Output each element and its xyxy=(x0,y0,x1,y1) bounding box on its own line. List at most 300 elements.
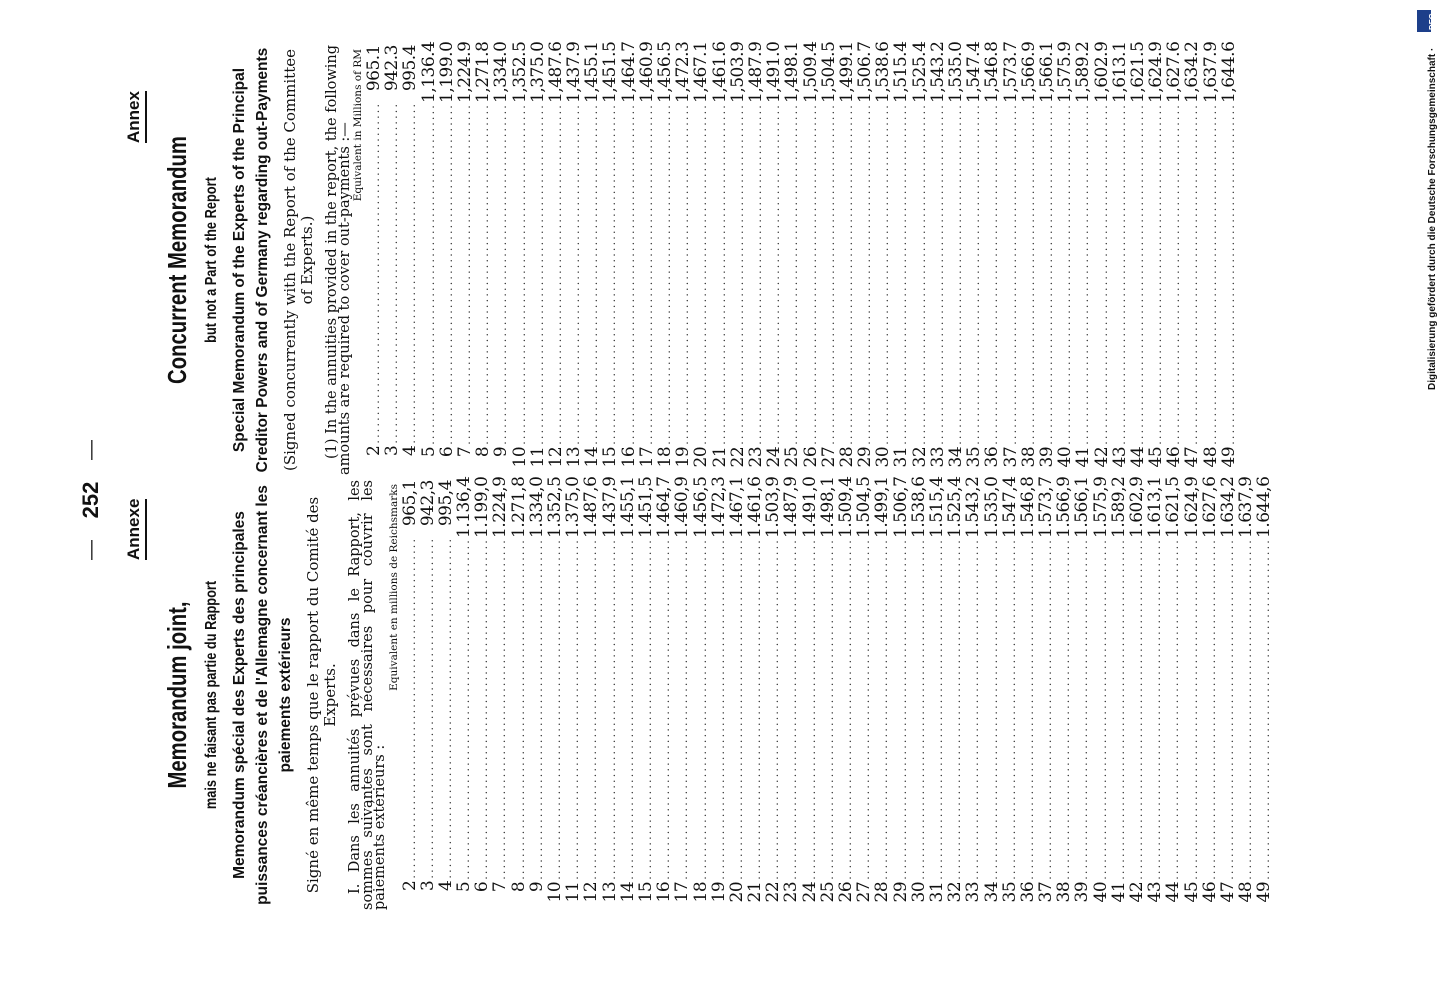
amount-cell: 1,547.4 xyxy=(964,41,985,103)
dot-leader: ............................................................ xyxy=(696,103,710,445)
dot-leader: ............................................................ xyxy=(441,103,455,445)
dot-leader: ............................................................ xyxy=(459,103,473,445)
dot-leader: ............................................................ xyxy=(459,538,473,880)
french-subtitle: mais ne faisant pas partie du Rapport xyxy=(203,580,220,810)
table-row xyxy=(581,476,602,910)
year-cell: 2 xyxy=(364,445,384,456)
year-cell: 18 xyxy=(655,446,675,468)
dot-leader: ............................................................ xyxy=(477,538,491,880)
year-cell: 3 xyxy=(417,880,438,891)
table-row xyxy=(564,41,585,475)
table-row xyxy=(527,41,548,475)
table-row xyxy=(800,41,821,475)
year-cell: 16 xyxy=(654,881,675,903)
table-row xyxy=(563,476,584,910)
year-cell: 12 xyxy=(545,446,566,468)
amount-cell: 1,461.6 xyxy=(709,41,730,103)
dot-leader: ............................................................ xyxy=(1222,538,1236,880)
dot-leader: ............................................................ xyxy=(1187,103,1201,445)
amount-cell: 1.602,9 xyxy=(1127,476,1147,538)
dot-leader: ............................................................ xyxy=(1186,538,1200,880)
amount-cell: 1,602.9 xyxy=(1091,41,1112,103)
year-cell: 24 xyxy=(764,446,785,468)
year-cell: 46 xyxy=(1199,881,1220,903)
amount-cell: 1,136.4 xyxy=(418,41,439,103)
english-annuity-table xyxy=(364,41,1239,475)
table-row xyxy=(1127,476,1147,910)
amount-cell: 1.538,6 xyxy=(908,476,929,538)
amount-cell: 1.487,6 xyxy=(581,476,602,538)
year-cell: 14 xyxy=(617,881,638,903)
year-cell: 15 xyxy=(600,446,621,468)
dot-leader: ............................................................ xyxy=(1078,103,1092,445)
year-cell: 41 xyxy=(1108,881,1129,903)
year-cell: 39 xyxy=(1036,446,1057,468)
dot-leader: ............................................................ xyxy=(1060,103,1074,445)
year-cell: 42 xyxy=(1127,881,1147,903)
dot-leader: ............................................................ xyxy=(968,538,982,880)
year-cell: 32 xyxy=(909,446,930,468)
table-row xyxy=(490,476,511,910)
dot-leader: ............................................................ xyxy=(1132,538,1145,880)
table-row xyxy=(1000,41,1021,475)
dot-leader: ............................................................ xyxy=(787,103,801,445)
table-row xyxy=(1073,41,1094,475)
amount-cell: 1.464,7 xyxy=(654,476,675,538)
table-row xyxy=(817,476,838,910)
dot-leader: ............................................................ xyxy=(859,538,873,880)
table-row xyxy=(1182,41,1203,475)
table-row xyxy=(1036,41,1057,475)
table-row xyxy=(708,476,729,910)
dot-leader: ............................................................ xyxy=(805,103,819,445)
header-dash-left: — xyxy=(80,540,102,560)
table-row xyxy=(855,41,876,475)
dot-leader: ............................................................ xyxy=(677,538,691,880)
amount-cell: 1.504,5 xyxy=(854,476,875,538)
amount-cell: 1,498.1 xyxy=(782,41,803,103)
dot-leader: ............................................................ xyxy=(932,103,946,445)
year-cell: 41 xyxy=(1073,446,1094,468)
table-row xyxy=(836,41,857,475)
table-row xyxy=(799,476,820,910)
dot-leader: ............................................................ xyxy=(641,103,655,445)
page-number: 252 xyxy=(78,481,103,519)
year-cell: 5 xyxy=(454,881,475,893)
dfg-logo xyxy=(1417,10,1437,32)
amount-cell: 1,509.4 xyxy=(800,41,821,103)
year-cell: 21 xyxy=(745,881,766,903)
table-row xyxy=(1108,476,1129,910)
table-row xyxy=(1164,41,1185,475)
dot-leader: ............................................................ xyxy=(731,538,745,880)
year-cell: 5 xyxy=(418,446,439,458)
dot-leader: ............................................................ xyxy=(1041,103,1055,445)
table-row xyxy=(454,41,475,475)
dot-leader: ............................................................ xyxy=(1168,538,1182,880)
amount-cell: 1.506,7 xyxy=(890,476,911,538)
table-row xyxy=(908,476,929,910)
table-row xyxy=(891,41,912,475)
dot-leader: ............................................................ xyxy=(1114,103,1128,445)
table-row xyxy=(582,41,603,475)
year-cell: 47 xyxy=(1217,881,1238,903)
table-row xyxy=(745,476,766,910)
dot-leader: ............................................................ xyxy=(1259,538,1273,880)
year-cell: 39 xyxy=(1072,881,1093,903)
dot-leader: ............................................................ xyxy=(986,538,1000,880)
year-cell: 40 xyxy=(1055,446,1076,468)
year-cell: 13 xyxy=(564,446,585,468)
dot-leader: ............................................................ xyxy=(860,103,874,445)
year-cell: 37 xyxy=(1036,881,1057,903)
year-cell: 29 xyxy=(890,881,911,903)
amount-cell: 1.499,1 xyxy=(872,476,893,538)
dot-leader: ............................................................ xyxy=(1096,103,1110,445)
year-cell: 7 xyxy=(490,881,511,893)
dot-leader: ............................................................ xyxy=(387,101,401,444)
amount-cell: 1,634.2 xyxy=(1182,41,1203,103)
amount-cell: 1,535.0 xyxy=(946,41,966,103)
amount-cell: 1,589.2 xyxy=(1073,41,1094,103)
french-column-header: Equivalent en millions de Reichsmarks xyxy=(387,484,400,691)
table-row xyxy=(418,41,439,475)
amount-cell: 1.547,4 xyxy=(999,476,1020,538)
table-row xyxy=(1236,476,1257,910)
amount-cell: 1,546.8 xyxy=(982,41,1003,103)
dot-leader: ............................................................ xyxy=(823,103,837,445)
digitization-credit-text: Digitalisierung gefördert durch die Deutsche Forschungsgemeinschaft · xyxy=(1427,47,1438,390)
english-title: Concurrent Memorandum xyxy=(162,136,192,384)
table-row xyxy=(618,41,639,475)
year-cell: 10 xyxy=(545,881,565,903)
amount-cell: 1,613.1 xyxy=(1109,41,1130,103)
amount-cell: 965,1 xyxy=(399,480,420,527)
year-cell: 23 xyxy=(745,446,766,468)
year-cell: 33 xyxy=(927,446,948,468)
table-row xyxy=(818,41,839,475)
year-cell: 11 xyxy=(527,446,548,468)
dot-leader: ............................................................ xyxy=(841,103,855,445)
year-cell: 45 xyxy=(1146,446,1167,468)
dot-leader: ............................................................ xyxy=(640,538,654,880)
year-cell: 20 xyxy=(691,446,712,468)
amount-cell: 1.491,0 xyxy=(799,476,820,538)
dot-leader: ............................................................ xyxy=(678,103,692,445)
table-row xyxy=(981,476,1002,910)
amount-cell: 1.575,9 xyxy=(1090,476,1111,538)
amount-cell: 1,491.0 xyxy=(764,41,785,103)
table-row xyxy=(909,41,930,475)
amount-cell: 1,573.7 xyxy=(1000,41,1021,103)
year-cell: 32 xyxy=(945,881,966,903)
table-row xyxy=(1217,476,1238,910)
table-row xyxy=(1054,476,1075,910)
table-row xyxy=(1218,41,1239,475)
year-cell: 30 xyxy=(873,446,894,468)
year-cell: 28 xyxy=(872,881,893,903)
table-row xyxy=(545,476,565,910)
dot-leader: ............................................................ xyxy=(695,538,709,880)
dot-leader: ............................................................ xyxy=(877,538,891,880)
dot-leader: ............................................................ xyxy=(513,538,527,880)
amount-cell: 1.375,0 xyxy=(563,476,584,538)
amount-cell: 1.543,2 xyxy=(963,476,984,538)
dot-leader: ............................................................ xyxy=(1077,538,1091,880)
amount-cell: 1,375.0 xyxy=(527,41,548,103)
year-cell: 26 xyxy=(836,881,856,903)
table-row xyxy=(745,41,766,475)
table-row xyxy=(509,41,530,475)
table-row xyxy=(1018,41,1039,475)
table-row xyxy=(436,41,457,475)
table-row xyxy=(690,476,711,910)
table-row xyxy=(999,476,1020,910)
year-cell: 49 xyxy=(1218,446,1239,468)
dot-leader: ............................................................ xyxy=(604,538,618,880)
table-row xyxy=(964,41,985,475)
year-cell: 38 xyxy=(1054,881,1075,903)
year-cell: 25 xyxy=(782,446,803,468)
amount-cell: 1,455.1 xyxy=(582,41,603,103)
year-cell: 43 xyxy=(1109,446,1130,468)
year-cell: 42 xyxy=(1091,446,1112,468)
table-row xyxy=(1254,476,1275,910)
year-cell: 36 xyxy=(1017,881,1038,903)
amount-cell: 1,224.9 xyxy=(454,41,475,103)
table-row xyxy=(1146,41,1167,475)
dot-leader: ............................................................ xyxy=(750,103,764,445)
table-row xyxy=(982,41,1003,475)
year-cell: 11 xyxy=(563,881,584,903)
dot-leader: ............................................................ xyxy=(1241,538,1255,880)
amount-cell: 1,467.1 xyxy=(691,41,712,103)
year-cell: 28 xyxy=(836,446,857,468)
dot-leader: ............................................................ xyxy=(768,538,782,880)
table-row xyxy=(491,41,512,475)
year-cell: 14 xyxy=(582,446,603,468)
dot-leader: ............................................................ xyxy=(405,101,419,444)
year-cell: 29 xyxy=(855,446,876,468)
year-cell: 19 xyxy=(673,446,694,468)
dot-leader: ............................................................ xyxy=(532,103,546,445)
dot-leader: ............................................................ xyxy=(896,103,910,445)
dot-leader: ............................................................ xyxy=(1023,103,1037,445)
year-cell: 36 xyxy=(982,446,1003,468)
year-cell: 27 xyxy=(818,446,839,468)
amount-cell: 1,566.9 xyxy=(1018,41,1039,103)
year-cell: 15 xyxy=(635,881,656,903)
year-cell: 22 xyxy=(727,446,748,468)
dot-leader: ............................................................ xyxy=(1169,103,1183,445)
amount-cell: 1,464.7 xyxy=(618,41,639,103)
year-cell: 6 xyxy=(436,446,457,458)
dot-leader: ............................................................ xyxy=(440,536,454,879)
dot-leader: ............................................................ xyxy=(369,101,382,444)
year-cell: 44 xyxy=(1163,881,1184,903)
table-row xyxy=(764,41,785,475)
english-subtitle: but not a Part of the Report xyxy=(203,177,220,343)
table-row xyxy=(1036,476,1057,910)
french-signed-note: Signé en même temps que le rapport du Comité des Experts. xyxy=(304,496,339,894)
dot-leader: ............................................................ xyxy=(569,103,583,445)
dot-leader: ............................................................ xyxy=(1223,103,1237,445)
table-row xyxy=(1145,476,1166,910)
year-cell: 40 xyxy=(1090,881,1111,903)
amount-cell: 1.487,9 xyxy=(781,476,802,538)
dot-leader: ............................................................ xyxy=(423,103,437,445)
amount-cell: 1,525.4 xyxy=(909,41,930,103)
amount-cell: 1.472,3 xyxy=(708,476,729,538)
amount-cell: 1.515,4 xyxy=(926,476,947,538)
year-cell: 8 xyxy=(508,881,529,893)
dot-leader: ............................................................ xyxy=(586,538,600,880)
dot-leader: ............................................................ xyxy=(1151,103,1165,445)
dot-leader: ............................................................ xyxy=(622,538,636,880)
table-row xyxy=(654,476,675,910)
year-cell: 18 xyxy=(690,881,711,903)
table-row xyxy=(401,45,419,475)
table-row xyxy=(1200,41,1221,475)
amount-cell: 1.644,6 xyxy=(1254,476,1275,538)
annex-label-en: Annex xyxy=(124,91,147,143)
dot-leader: ............................................................ xyxy=(660,103,673,445)
amount-cell: 1.461,6 xyxy=(745,476,766,538)
year-cell: 9 xyxy=(526,881,547,893)
amount-cell: 1,460.9 xyxy=(636,41,657,103)
table-row xyxy=(1199,476,1220,910)
dot-leader: ............................................................ xyxy=(422,536,436,879)
table-row xyxy=(1091,41,1112,475)
table-row xyxy=(437,480,455,910)
dot-leader: ............................................................ xyxy=(804,538,818,880)
dot-leader: ............................................................ xyxy=(478,103,492,445)
table-row xyxy=(673,41,694,475)
table-row xyxy=(545,41,566,475)
table-row xyxy=(454,476,475,910)
table-row xyxy=(617,476,638,910)
table-row xyxy=(781,476,802,910)
dot-leader: ............................................................ xyxy=(931,538,945,880)
year-cell: 37 xyxy=(1000,446,1021,468)
table-row xyxy=(1181,476,1202,910)
table-row xyxy=(854,476,875,910)
table-row xyxy=(526,476,547,910)
dot-leader: ............................................................ xyxy=(605,103,619,445)
year-cell: 35 xyxy=(999,881,1020,903)
year-cell: 12 xyxy=(581,881,602,903)
table-row xyxy=(927,41,948,475)
table-row xyxy=(691,41,712,475)
dot-leader: ............................................................ xyxy=(878,103,892,445)
amount-cell: 1,451.5 xyxy=(600,41,621,103)
year-cell: 4 xyxy=(400,445,421,456)
dot-leader: ............................................................ xyxy=(1095,538,1109,880)
amount-cell: 1,566.1 xyxy=(1036,41,1057,103)
dot-leader: ............................................................ xyxy=(969,103,983,445)
dot-leader: ............................................................ xyxy=(841,538,854,880)
amount-cell: 1.573,7 xyxy=(1036,476,1057,538)
table-row xyxy=(508,476,529,910)
year-cell: 31 xyxy=(891,446,912,468)
table-row xyxy=(365,45,383,475)
table-row xyxy=(709,41,730,475)
amount-cell: 1,334.0 xyxy=(491,41,512,103)
header-dash-right: — xyxy=(80,440,102,460)
year-cell: 48 xyxy=(1236,881,1257,903)
amount-cell: 1,499.1 xyxy=(836,41,857,103)
amount-cell: 1,538.6 xyxy=(873,41,894,103)
dfg-logo-text: DFG xyxy=(1428,13,1437,30)
amount-cell: 1,199.0 xyxy=(436,41,457,103)
amount-cell: 1,543.2 xyxy=(927,41,948,103)
year-cell: 47 xyxy=(1182,446,1203,468)
amount-cell: 1,456.5 xyxy=(655,41,675,103)
year-cell: 7 xyxy=(454,446,475,458)
amount-cell: 965.1 xyxy=(364,45,384,92)
table-row xyxy=(1090,476,1111,910)
french-special-heading: Memorandum spécial des Experts des principales puissances créancières et de l'Allemagne concernant les paiements extérieurs xyxy=(231,485,294,905)
dot-leader: ............................................................ xyxy=(895,538,909,880)
dot-leader: ............................................................ xyxy=(713,538,727,880)
dot-leader: ............................................................ xyxy=(496,103,510,445)
year-cell: 10 xyxy=(509,446,530,468)
annex-label-fr: Annexe xyxy=(124,499,147,560)
dot-leader: ............................................................ xyxy=(659,538,673,880)
dot-leader: ............................................................ xyxy=(750,538,764,880)
table-row xyxy=(600,41,621,475)
table-row xyxy=(727,41,748,475)
table-row xyxy=(1127,41,1148,475)
dot-leader: ............................................................ xyxy=(786,538,800,880)
english-special-heading: Special Memorandum of the Experts of the Principal Creditor Powers and of Germany regarding out-Payments xyxy=(231,47,271,473)
table-row xyxy=(836,476,856,910)
amount-cell: 1.460,9 xyxy=(672,476,693,538)
dot-leader: ............................................................ xyxy=(987,103,1001,445)
year-cell: 6 xyxy=(472,881,493,893)
dot-leader: ............................................................ xyxy=(1150,538,1164,880)
amount-cell: 942.3 xyxy=(382,45,403,92)
year-cell: 4 xyxy=(435,880,456,891)
table-row xyxy=(401,480,419,910)
french-column xyxy=(160,476,1275,910)
amount-cell: 1,487.6 xyxy=(545,41,566,103)
amount-cell: 995.4 xyxy=(400,45,421,92)
english-intro-paragraph: (1) In the annuities provided in the report, the following amounts are required to cover out-payments :— xyxy=(324,45,353,475)
dot-leader: ............................................................ xyxy=(1204,538,1218,880)
dot-leader: ............................................................ xyxy=(550,103,564,445)
table-row xyxy=(635,476,656,910)
amount-cell: 1.224,9 xyxy=(490,476,511,538)
amount-cell: 1,271.8 xyxy=(473,41,494,103)
dot-leader: ............................................................ xyxy=(531,538,545,880)
amount-cell: 1.566,1 xyxy=(1072,476,1093,538)
amount-cell: 1.624,9 xyxy=(1181,476,1202,538)
dot-leader: ............................................................ xyxy=(1022,538,1036,880)
amount-cell: 1.456,5 xyxy=(690,476,711,538)
table-row xyxy=(763,476,784,910)
table-row xyxy=(599,476,620,910)
amount-cell: 1,627.6 xyxy=(1164,41,1185,103)
amount-cell: 1,437.9 xyxy=(564,41,585,103)
table-row xyxy=(473,41,494,475)
table-row xyxy=(655,41,675,475)
year-cell: 19 xyxy=(708,881,729,903)
amount-cell: 1,504.5 xyxy=(818,41,839,103)
year-cell: 17 xyxy=(636,446,657,468)
year-cell: 24 xyxy=(799,881,820,903)
amount-cell: 1.627,6 xyxy=(1199,476,1220,538)
